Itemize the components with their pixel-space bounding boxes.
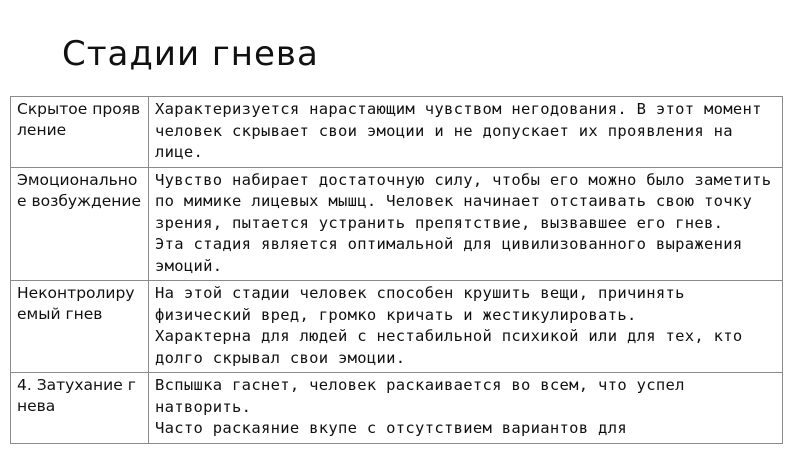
table-row [11,97,783,168]
table-row [11,281,783,373]
stage-description-cell [149,167,783,281]
stage-name-cell: 4. Затухание гнева [11,373,149,444]
stage-name-cell: Эмоциональное возбуждение [11,167,149,281]
stage-description-cell [149,97,783,168]
description-paragraph: Характеризуется нарастающим чувством негодования. В этот момент человек скрывает свои эмоции и не допускает их проявления на лице. [155,100,762,161]
description-paragraph: Часто раскаяние вкупе с отсутствием вариантов для [155,419,627,437]
table-row [11,167,783,281]
description-paragraph: Эта стадия является оптимальной для цивилизованного выражения эмоций. [155,235,743,275]
stage-description-cell [149,373,783,444]
stage-description-cell [149,281,783,373]
table-row [11,373,783,444]
slide-title: Стадии гнева [62,34,319,74]
description-paragraph: Вспышка гаснет, человек раскаивается во всем, что успел натворить. [155,376,685,416]
stage-name-cell: Скрытое проявление [11,97,149,168]
stage-name-cell: Неконтролируемый гнев [11,281,149,373]
stages-table [10,96,783,444]
description-paragraph: Чувство набирает достаточную силу, чтобы его можно было заметить по мимике лицевых мышц. Человек начинает отстаивать свою точку зрения, пытается устранить препятствие, вызвавшее его гнев. [155,170,772,232]
description-paragraph: Характерна для людей с нестабильной психикой или для тех, кто долго скрывал свои эмоции. [155,327,743,367]
description-paragraph: На этой стадии человек способен крушить вещи, причинять физический вред, громко кричать и жестикулировать. [155,284,685,324]
